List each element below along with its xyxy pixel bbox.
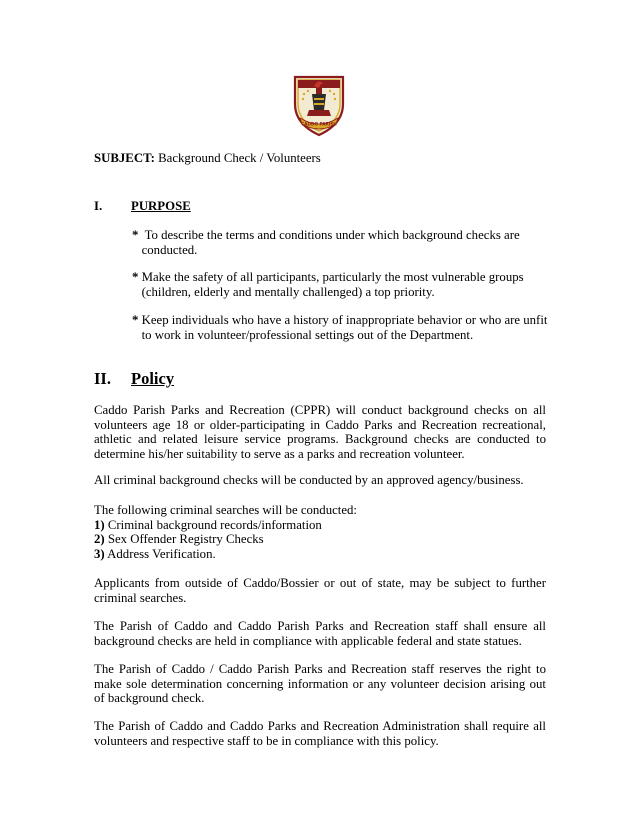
purpose-bullet-3 (132, 313, 552, 342)
bullet-2-line-2: (children, elderly and mentally challenged) a top priority. (132, 284, 435, 299)
policy-paragraph-5: The Parish of Caddo / Caddo Parish Parks and Recreation staff reserves the right to make sole determination concerning information or any volunteer decision arising out of background check. (94, 662, 546, 705)
section-2-number: II. (94, 369, 111, 388)
section-1-title: PURPOSE (131, 199, 191, 213)
list-item-text: Address Verification. (104, 546, 216, 561)
bullet-marker: * (132, 228, 139, 242)
bullet-3-line-2: to work in volunteer/professional settings out of the Department. (132, 327, 474, 342)
policy-paragraph-6: The Parish of Caddo and Caddo Parks and Recreation Administration shall require all volunteers and respective staff to be in compliance with this policy. (94, 719, 546, 748)
policy-paragraph-1: Caddo Parish Parks and Recreation (CPPR) will conduct background checks on all volunteers age 18 or older-participating in Caddo Parks and Recreation recreational, athletic and related leisure service programs. Background checks are conducted to determine his/her suitability to serve as a parks and recreation volunteer. (94, 403, 546, 461)
subject-text: Background Check / Volunteers (154, 151, 321, 165)
bullet-marker: * (132, 313, 139, 327)
section-2-title: Policy (131, 369, 175, 388)
bullet-1-line-2: conducted. (132, 242, 198, 257)
subject-line (94, 151, 321, 166)
section-1-number: I. (94, 199, 103, 213)
policy-paragraph-4: The Parish of Caddo and Caddo Parish Parks and Recreation staff shall ensure all background checks are held in compliance with applicable federal and state statues. (94, 619, 546, 648)
bullet-marker: * (132, 270, 139, 284)
bullet-1-line-1: To describe the terms and conditions under which background checks are (138, 228, 520, 242)
policy-paragraph-2: All criminal background checks will be conducted by an approved agency/business. (94, 473, 524, 487)
list-item (94, 518, 357, 533)
list-item (94, 547, 357, 562)
list-item-number: 1) (94, 517, 105, 532)
bullet-3-line-1: Keep individuals who have a history of inappropriate behavior or who are unfit (138, 313, 548, 327)
list-item (94, 532, 357, 547)
policy-paragraph-3: Applicants from outside of Caddo/Bossier or out of state, may be subject to further criminal searches. (94, 576, 546, 605)
criminal-searches-list (94, 503, 357, 561)
seal-ribbon-text: CADDO PARISH (301, 121, 337, 127)
caddo-parish-seal-logo (292, 74, 346, 138)
list-item-number: 2) (94, 532, 105, 546)
purpose-bullet-2 (132, 270, 552, 299)
list-intro: The following criminal searches will be conducted: (94, 503, 357, 517)
subject-label: SUBJECT: (94, 151, 155, 165)
list-item-text: Sex Offender Registry Checks (104, 532, 264, 546)
list-item-text: Criminal background records/information (104, 517, 322, 532)
list-item-number: 3) (94, 546, 105, 561)
bullet-2-line-1: Make the safety of all participants, particularly the most vulnerable groups (138, 270, 524, 284)
purpose-bullet-1 (132, 228, 552, 257)
